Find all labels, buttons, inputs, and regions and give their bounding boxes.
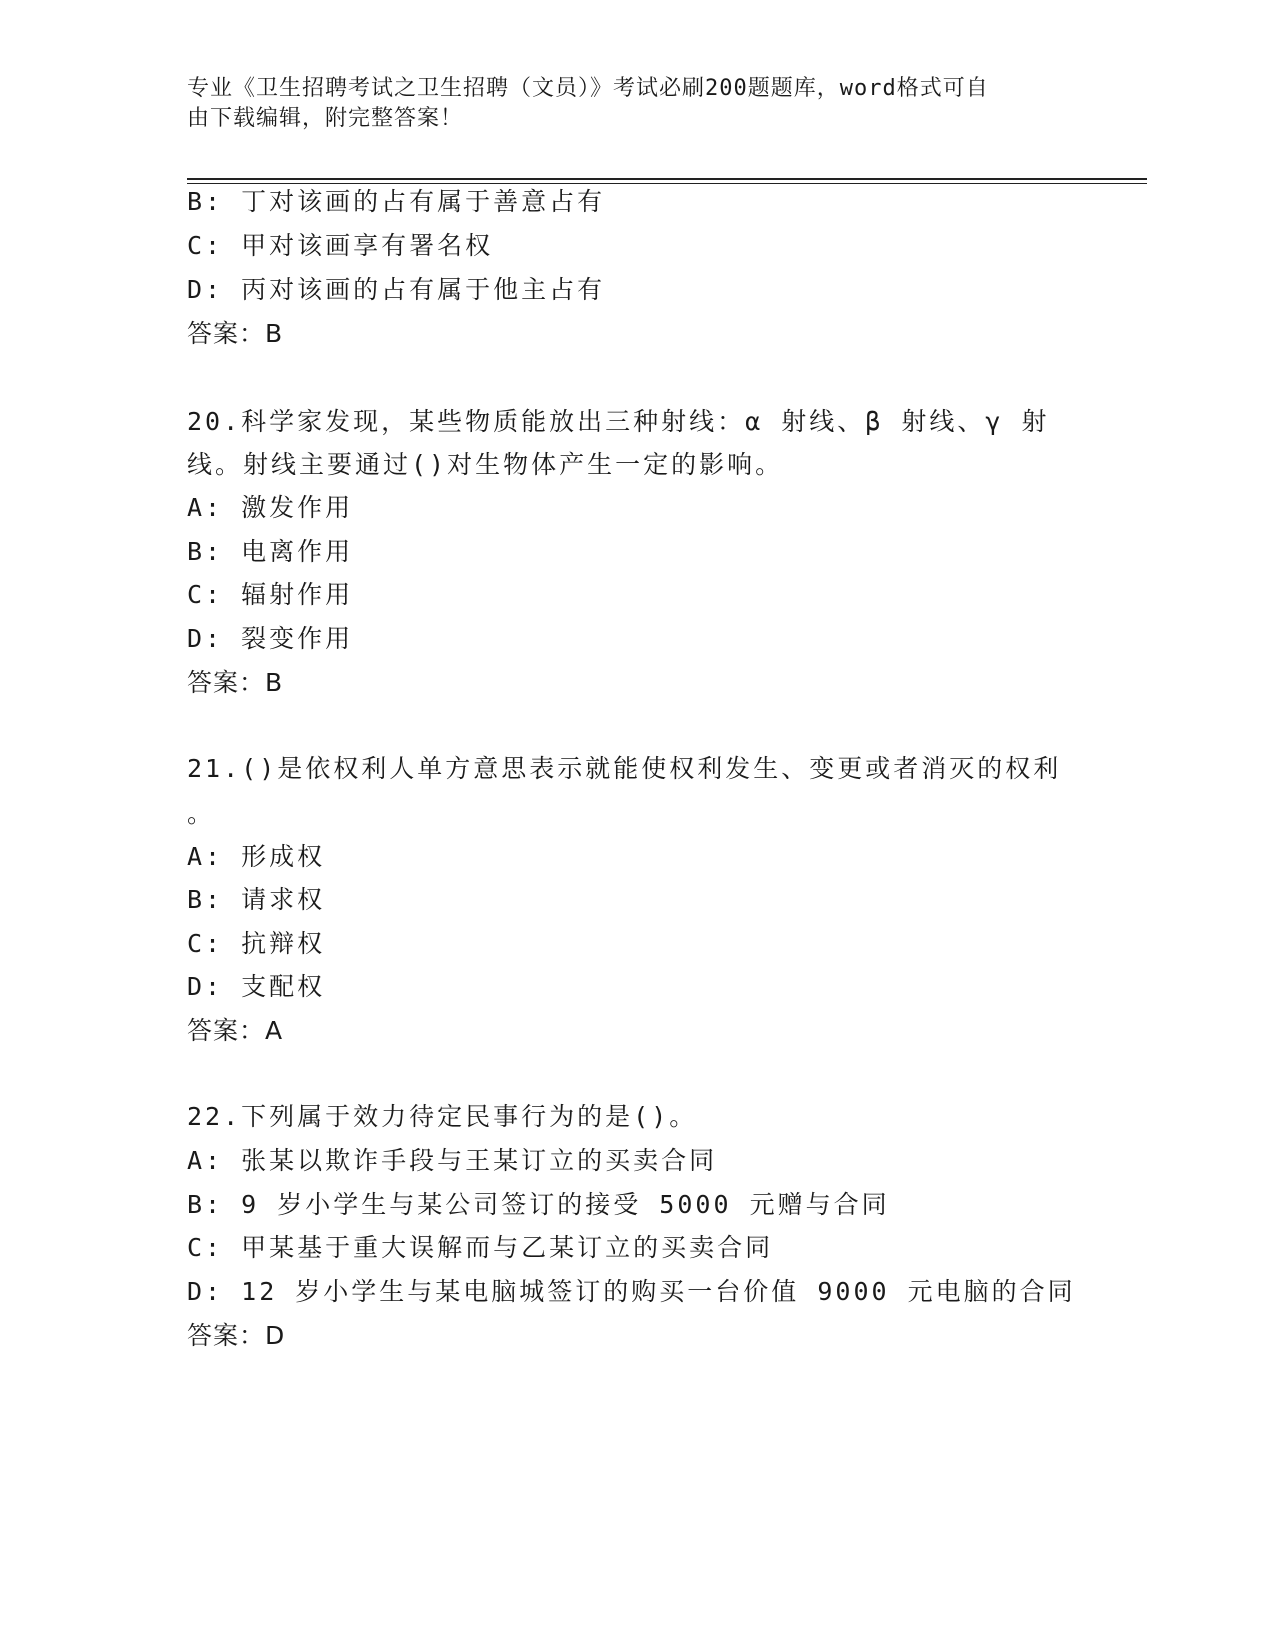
q19-option-c: C: 甲对该画享有署名权	[187, 231, 494, 260]
q22-stem-line-1: 22.下列属于效力待定民事行为的是()。	[187, 1102, 698, 1131]
header-divider-thick	[187, 178, 1147, 180]
q20-option-a: A: 激发作用	[187, 493, 354, 522]
q20-option-d: D: 裂变作用	[187, 624, 354, 653]
q19-option-b: B: 丁对该画的占有属于善意占有	[187, 187, 606, 216]
header-line-2: 由下载编辑，附完整答案！	[187, 106, 464, 131]
header-divider-thin	[187, 183, 1147, 184]
q21-answer: 答案：A	[187, 1016, 284, 1045]
q19-option-d: D: 丙对该画的占有属于他主占有	[187, 275, 606, 304]
q19-answer: 答案：B	[187, 319, 284, 348]
q22-answer: 答案：D	[187, 1321, 286, 1350]
q20-stem-line-1: 20.科学家发现，某些物质能放出三种射线：α 射线、β 射线、γ 射	[187, 407, 1050, 436]
q21-option-b: B: 请求权	[187, 885, 326, 914]
q21-option-c: C: 抗辩权	[187, 929, 326, 958]
q20-option-b: B: 电离作用	[187, 537, 354, 566]
q20-stem-line-2: 线。射线主要通过()对生物体产生一定的影响。	[187, 450, 784, 479]
document-header	[187, 74, 1067, 134]
q21-option-a: A: 形成权	[187, 842, 326, 871]
q20-answer: 答案：B	[187, 668, 284, 697]
document-page	[187, 0, 1147, 1650]
q21-stem-line-2: 。	[187, 799, 216, 828]
q22-option-d: D: 12 岁小学生与某电脑城签订的购买一台价值 9000 元电脑的合同	[187, 1277, 1076, 1306]
q22-option-c: C: 甲某基于重大误解而与乙某订立的买卖合同	[187, 1233, 774, 1262]
q20-option-c: C: 辐射作用	[187, 580, 354, 609]
q21-stem-line-1: 21.()是依权利人单方意思表示就能使权利发生、变更或者消灭的权利	[187, 754, 1062, 783]
header-line-1: 专业《卫生招聘考试之卫生招聘（文员）》考试必刷200题题库，word格式可自	[187, 76, 989, 101]
q22-option-b: B: 9 岁小学生与某公司签订的接受 5000 元赠与合同	[187, 1190, 890, 1219]
q22-option-a: A: 张某以欺诈手段与王某订立的买卖合同	[187, 1146, 718, 1175]
q21-option-d: D: 支配权	[187, 972, 326, 1001]
